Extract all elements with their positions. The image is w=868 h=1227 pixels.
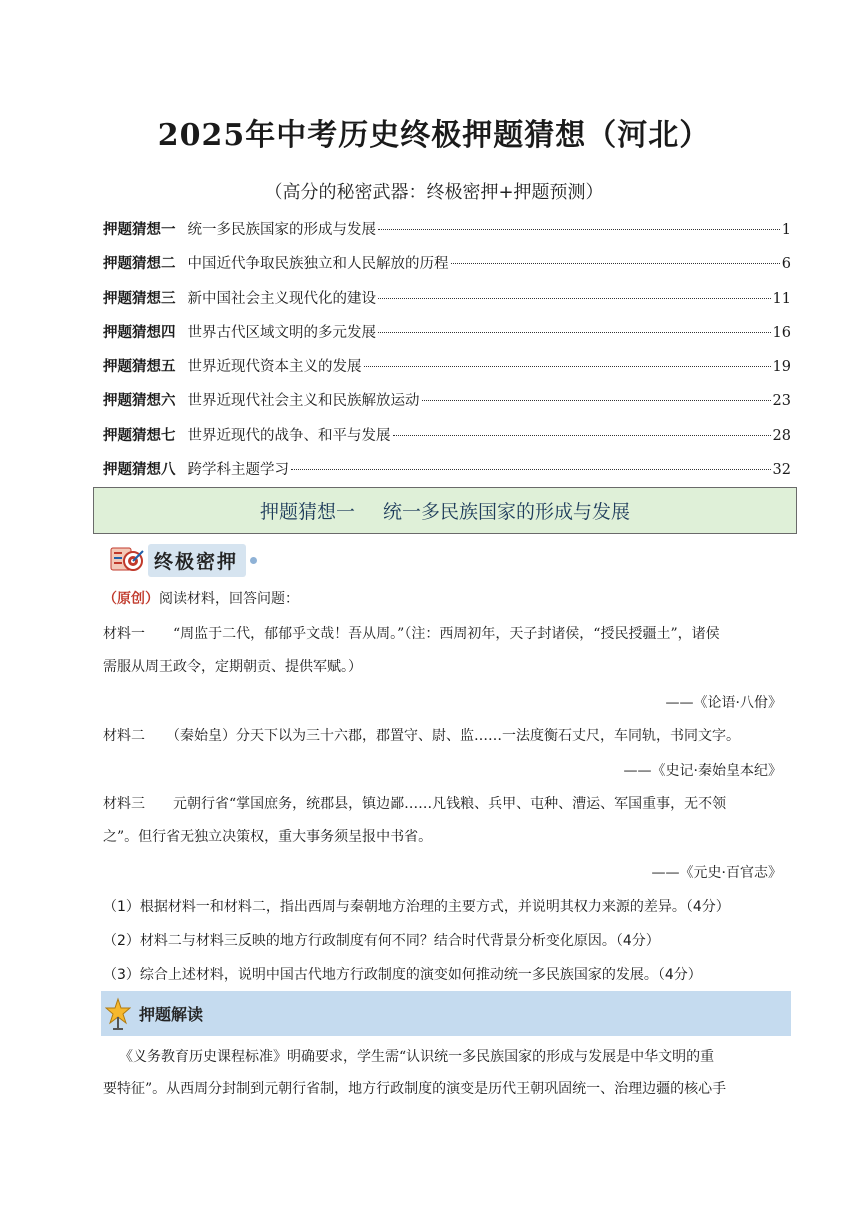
toc-page-number: 32 (772, 462, 791, 479)
material-one-source: ——《论语·八佾》 (665, 695, 782, 711)
secret-header (110, 543, 257, 577)
toc-topic: 世界古代区域文明的多元发展 (187, 324, 376, 341)
toc-topic: 世界近现代社会主义和民族解放运动 (187, 393, 420, 410)
analysis-header (101, 991, 791, 1036)
section-topic: 统一多民族国家的形成与发展 (383, 501, 631, 523)
toc-entry[interactable] (103, 355, 791, 389)
toc-topic: 世界近现代的战争、和平与发展 (187, 427, 391, 444)
star-icon (105, 997, 131, 1031)
toc-entry[interactable] (103, 252, 791, 286)
toc-page-number: 11 (772, 290, 791, 307)
material-three-line-2: 之”。但行省无独立决策权，重大事务须呈报中书省。 (103, 829, 433, 845)
toc-label: 押题猜想一 (103, 222, 176, 238)
toc-page-number: 19 (772, 359, 791, 376)
toc-label: 押题猜想六 (103, 393, 176, 410)
target-board-icon (110, 545, 146, 575)
analysis-paragraph-line-2: 要特征”。从西周分封制到元朝行省制，地方行政制度的演变是历代王朝巩固统一、治理边疆的核心手 (103, 1081, 727, 1097)
original-tag: （原创） (103, 591, 159, 607)
toc-label: 押题猜想二 (103, 256, 176, 273)
toc-entry[interactable] (103, 424, 791, 458)
question-item: （2）材料二与材料三反映的地方行政制度有何不同？结合时代背景分析变化原因。（4分） (103, 933, 660, 949)
toc-topic: 新中国社会主义现代化的建设 (187, 290, 376, 307)
material-one-line-2: 需服从周王政令，定期朝贡、提供军赋。） (103, 659, 362, 675)
table-of-contents (103, 218, 791, 492)
material-two-line-1: 材料二 （秦始皇）分天下以为三十六郡，郡置守、尉、监……一法度衡石丈尺，车同轨，书同文字。 (103, 728, 740, 744)
toc-leader (378, 298, 771, 299)
decorative-dot-icon (250, 557, 257, 564)
toc-entry[interactable] (103, 321, 791, 355)
toc-page-number: 1 (781, 222, 791, 238)
toc-entry[interactable] (103, 287, 791, 321)
toc-page-number: 6 (781, 256, 791, 273)
secret-label: 终极密押 (148, 544, 246, 577)
toc-page-number: 16 (772, 324, 791, 341)
material-three-source: ——《元史·百官志》 (651, 865, 782, 881)
toc-label: 押题猜想三 (103, 290, 176, 307)
analysis-title: 押题解读 (139, 1005, 204, 1024)
document-subtitle: （高分的秘密武器：终极密押+押题预测） (264, 182, 604, 203)
toc-leader (422, 400, 771, 401)
toc-page-number: 23 (772, 393, 791, 410)
document-title: 2025年中考历史终极押题猜想（河北） (157, 118, 711, 153)
material-three-line-1: 材料三 元朝行省“掌国庶务，统郡县，镇边鄙……凡钱粮、兵甲、屯种、漕运、军国重事，无不领 (103, 796, 727, 812)
toc-entry[interactable] (103, 389, 791, 423)
toc-leader (364, 366, 771, 367)
toc-label: 押题猜想五 (103, 359, 176, 376)
intro-text: 阅读材料，回答问题： (159, 591, 299, 607)
material-two-source: ——《史记·秦始皇本纪》 (623, 763, 782, 779)
question-item: （3）综合上述材料，说明中国古代地方行政制度的演变如何推动统一多民族国家的发展。（4分） (103, 967, 702, 983)
toc-leader (291, 469, 771, 470)
toc-label: 押题猜想八 (103, 462, 176, 479)
toc-topic: 中国近代争取民族独立和人民解放的历程 (187, 256, 449, 273)
question-intro (103, 589, 793, 609)
toc-leader (451, 263, 780, 264)
toc-leader (378, 229, 780, 230)
toc-leader (378, 332, 771, 333)
toc-topic: 跨学科主题学习 (187, 462, 289, 479)
section-label: 押题猜想一 (259, 501, 355, 523)
toc-topic: 统一多民族国家的形成与发展 (187, 222, 376, 238)
analysis-paragraph-line-1: 《义务教育历史课程标准》明确要求，学生需“认识统一多民族国家的形成与发展是中华文明的重 (119, 1049, 715, 1065)
toc-leader (393, 435, 771, 436)
question-item: （1）根据材料一和材料二，指出西周与秦朝地方治理的主要方式，并说明其权力来源的差异。（4分） (103, 899, 730, 915)
toc-page-number: 28 (772, 427, 791, 444)
toc-topic: 世界近现代资本主义的发展 (187, 359, 362, 376)
toc-label: 押题猜想七 (103, 427, 176, 444)
material-one-line-1: 材料一 “周监于二代，郁郁乎文哉！吾从周。”（注：西周初年，天子封诸侯，“授民授疆土”，诸侯 (103, 626, 720, 642)
toc-entry[interactable] (103, 218, 791, 252)
toc-label: 押题猜想四 (103, 324, 176, 341)
section-heading-banner (93, 487, 797, 534)
